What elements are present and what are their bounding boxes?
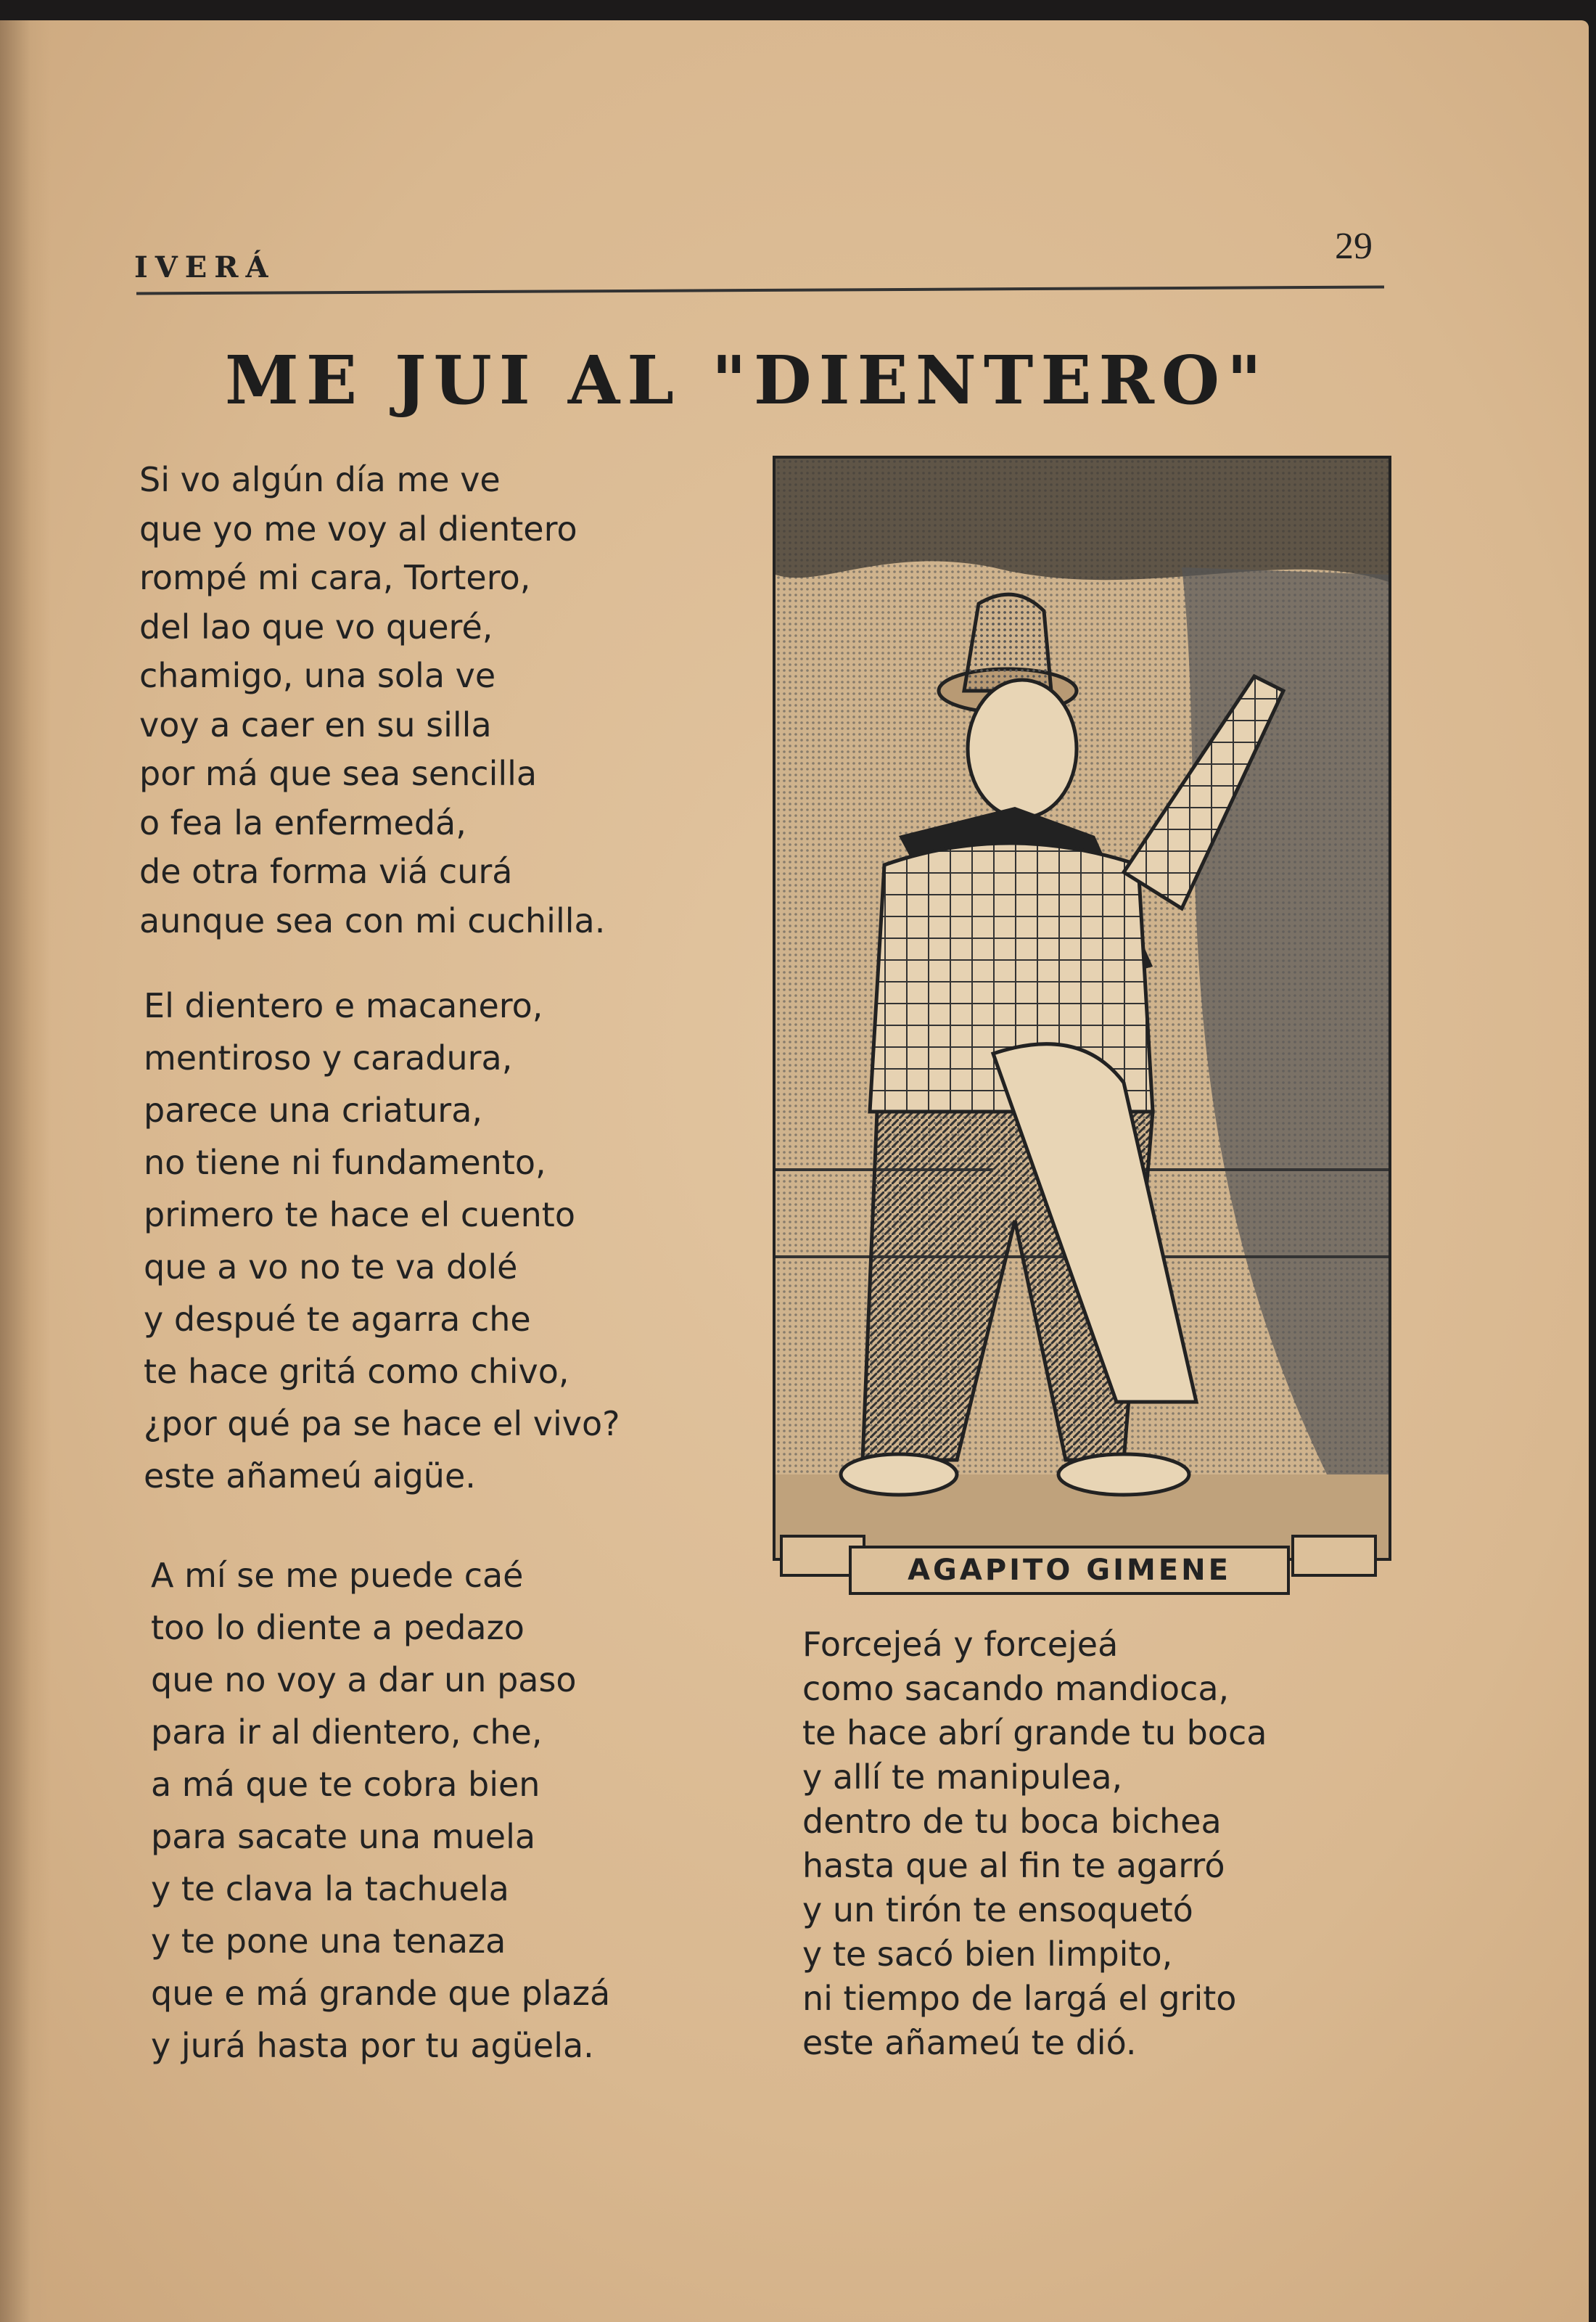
verse-line: Forcejeá y forcejeá (802, 1625, 1119, 1664)
verse-line: A mí se me puede caé (151, 1556, 524, 1595)
verse-line: que a vo no te va dolé (144, 1247, 518, 1287)
verse-line: y un tirón te ensoquetó (802, 1890, 1193, 1929)
verse-line: y allí te manipulea, (802, 1757, 1123, 1797)
poem-title: ME JUI AL "DIENTERO" (225, 341, 1269, 419)
verse-line: y jurá hasta por tu agüela. (151, 2026, 594, 2065)
verse-line: primero te hace el cuento (144, 1195, 575, 1234)
stanza-1 (139, 456, 605, 945)
verse-line: voy a caer en su silla (139, 705, 492, 744)
verse-line: te hace gritá como chivo, (144, 1352, 569, 1391)
verse-line: y despué te agarra che (144, 1300, 531, 1339)
banner-right-tail (1291, 1535, 1377, 1577)
page-number: 29 (1335, 226, 1373, 267)
verse-line: de otra forma viá curá (139, 852, 513, 891)
verse-line: dentro de tu boca bichea (802, 1802, 1222, 1841)
verse-line: este añameú aigüe. (144, 1456, 476, 1496)
verse-line: parece una criatura, (144, 1091, 483, 1130)
verse-line: aunque sea con mi cuchilla. (139, 901, 606, 940)
verse-line: para ir al dientero, che, (151, 1712, 543, 1752)
verse-line: y te sacó bien limpito, (802, 1935, 1173, 1974)
verse-line: Si vo algún día me ve (139, 460, 501, 499)
stanza-2 (144, 980, 620, 1502)
verse-line: este añameú te dió. (802, 2023, 1137, 2062)
verse-line: no tiene ni fundamento, (144, 1143, 546, 1182)
verse-line: ¿por qué pa se hace el vivo? (144, 1404, 620, 1443)
verse-line: ni tiempo de largá el grito (802, 1979, 1237, 2018)
verse-line: El dientero e macanero, (144, 986, 543, 1025)
verse-line: chamigo, una sola ve (139, 656, 496, 695)
verse-line: a má que te cobra bien (151, 1765, 540, 1804)
verse-line: te hace abrí grande tu boca (802, 1713, 1267, 1752)
illustration-caption: AGAPITO GIMENE (849, 1546, 1290, 1595)
verse-line: too lo diente a pedazo (151, 1608, 525, 1647)
verse-line: hasta que al fin te agarró (802, 1846, 1225, 1885)
verse-line: para sacate una muela (151, 1817, 536, 1856)
illustration (773, 456, 1391, 1561)
boy-under-tree-drawing (776, 459, 1389, 1558)
verse-line: mentiroso y caradura, (144, 1038, 513, 1078)
stanza-3 (151, 1549, 610, 2072)
verse-line: como sacando mandioca, (802, 1669, 1230, 1708)
verse-line: que no voy a dar un paso (151, 1660, 577, 1699)
verse-line: por má que sea sencilla (139, 754, 538, 793)
verse-line: y te clava la tachuela (151, 1869, 509, 1908)
verse-line: del lao que vo queré, (139, 607, 493, 647)
verse-line: y te pone una tenaza (151, 1921, 506, 1961)
running-title: IVERÁ (134, 250, 276, 284)
stanza-4 (802, 1622, 1267, 2065)
verse-line: rompé mi cara, Tortero, (139, 558, 531, 597)
verse-line: que yo me voy al dientero (139, 509, 577, 549)
book-spine (0, 20, 51, 2322)
verse-line: o fea la enfermedá, (139, 803, 466, 842)
verse-line: que e má grande que plazá (151, 1974, 611, 2013)
